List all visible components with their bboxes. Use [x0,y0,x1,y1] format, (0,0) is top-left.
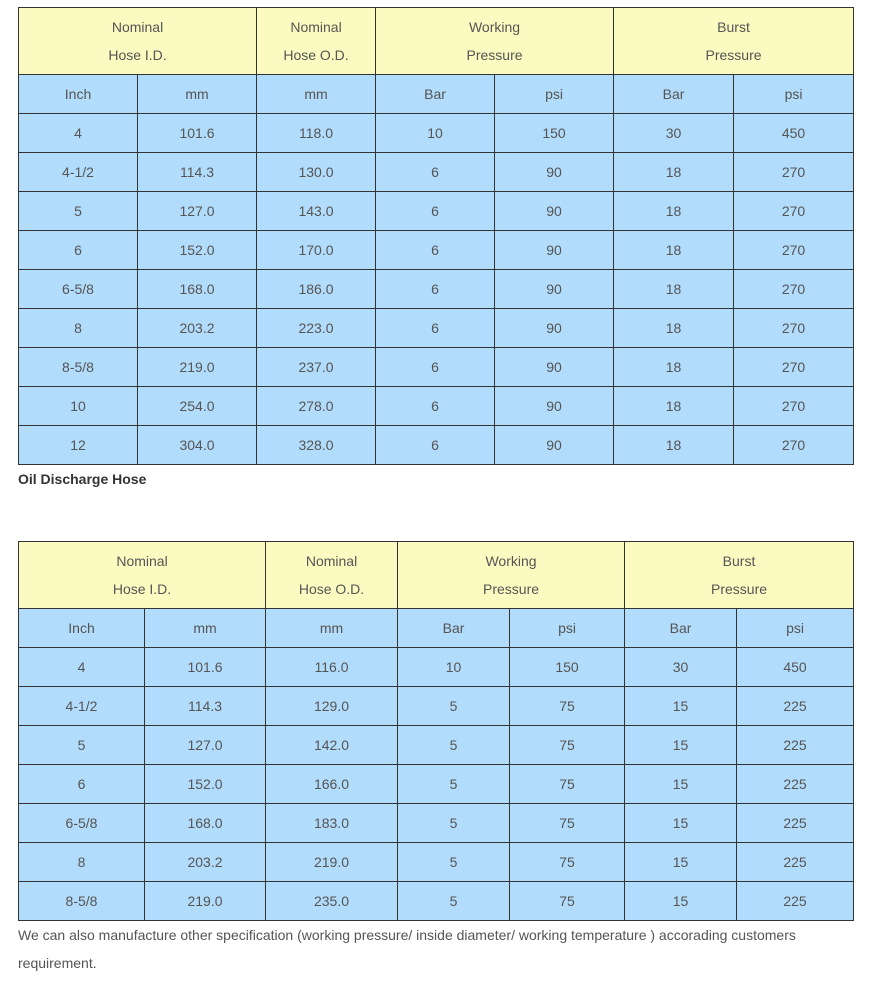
table-cell: 203.2 [138,309,257,348]
table-cell: 75 [510,765,625,804]
table-cell: 75 [510,804,625,843]
table-caption: Oil Discharge Hose [18,471,147,487]
unit-cell: mm [257,75,376,114]
table1-body [19,8,854,465]
unit-cell: Bar [614,75,734,114]
table-cell: 4-1/2 [19,687,145,726]
unit-cell: Inch [19,75,138,114]
table-cell: 4-1/2 [19,153,138,192]
unit-cell: Inch [19,609,145,648]
table-cell: 90 [495,270,614,309]
table-cell: 6 [19,231,138,270]
table-cell: 10 [19,387,138,426]
unit-cell: Bar [625,609,737,648]
table-row [19,309,854,348]
table-row [19,804,854,843]
header-line: Working [468,19,521,35]
table-cell: 225 [737,687,854,726]
table-cell: 270 [734,348,854,387]
table-cell: 15 [625,687,737,726]
table-cell: 90 [495,153,614,192]
table-cell: 278.0 [257,387,376,426]
table-cell: 6 [376,153,495,192]
table-cell: 225 [737,765,854,804]
unit-cell: Bar [398,609,510,648]
table-cell: 150 [510,648,625,687]
table-cell: 8 [19,309,138,348]
table-row [19,648,854,687]
table-cell: 5 [398,882,510,921]
table-cell: 90 [495,309,614,348]
header-line: Nominal [305,553,358,569]
header-line: Nominal [290,19,342,35]
table-cell: 101.6 [138,114,257,153]
table-cell: 270 [734,192,854,231]
header-line: Pressure [466,47,523,63]
table-cell: 75 [510,843,625,882]
table-cell: 235.0 [266,882,398,921]
table-cell: 5 [19,192,138,231]
table-cell: 4 [19,114,138,153]
table-cell: 186.0 [257,270,376,309]
table-cell: 15 [625,726,737,765]
table-cell: 450 [734,114,854,153]
units-row [19,609,854,648]
footnote-text: We can also manufacture other specification (working pressure/ inside diameter/ working temperature ) accorading customers requirement. [18,927,796,971]
header-line: Nominal [116,553,168,569]
table-cell: 8 [19,843,145,882]
table-row [19,114,854,153]
header-row [19,8,854,75]
table-cell: 114.3 [138,153,257,192]
table-cell: 18 [614,270,734,309]
header-cell [625,542,854,609]
table-cell: 270 [734,309,854,348]
table-cell: 12 [19,426,138,465]
table-row [19,270,854,309]
header-line: Burst [722,553,756,569]
table-cell: 170.0 [257,231,376,270]
table-cell: 15 [625,882,737,921]
table-cell: 90 [495,426,614,465]
table-cell: 270 [734,387,854,426]
unit-cell: mm [138,75,257,114]
table-cell: 6 [376,270,495,309]
table-cell: 15 [625,843,737,882]
table-cell: 254.0 [138,387,257,426]
table-cell: 10 [376,114,495,153]
table-cell: 129.0 [266,687,398,726]
header-line: Hose I.D. [108,47,167,63]
table-cell: 5 [398,804,510,843]
unit-cell: psi [495,75,614,114]
table-cell: 18 [614,153,734,192]
table-cell: 142.0 [266,726,398,765]
table-cell: 6-5/8 [19,270,138,309]
header-line: Hose O.D. [283,47,349,63]
table-cell: 130.0 [257,153,376,192]
header-cell [19,8,257,75]
table-cell: 18 [614,387,734,426]
unit-cell: psi [510,609,625,648]
table-cell: 30 [614,114,734,153]
table-row [19,231,854,270]
table-cell: 75 [510,726,625,765]
header-cell [376,8,614,75]
table-cell: 6 [376,387,495,426]
table-row [19,192,854,231]
table-cell: 203.2 [145,843,266,882]
table-cell: 6 [376,309,495,348]
table-cell: 237.0 [257,348,376,387]
table-cell: 18 [614,192,734,231]
table-cell: 152.0 [145,765,266,804]
unit-cell: psi [737,609,854,648]
table-cell: 168.0 [138,270,257,309]
units-row [19,75,854,114]
header-line: Nominal [111,19,164,35]
table-cell: 18 [614,309,734,348]
header-line: Burst [717,19,750,35]
table-cell: 450 [737,648,854,687]
table-cell: 5 [398,726,510,765]
table-row [19,348,854,387]
table-row [19,153,854,192]
table-cell: 150 [495,114,614,153]
table-cell: 270 [734,270,854,309]
header-cell [398,542,625,609]
table-cell: 5 [398,765,510,804]
table-cell: 225 [737,804,854,843]
table-cell: 8-5/8 [19,882,145,921]
table-cell: 10 [398,648,510,687]
table-cell: 225 [737,726,854,765]
unit-cell: psi [734,75,854,114]
table-cell: 6 [376,192,495,231]
table-cell: 127.0 [138,192,257,231]
table-cell: 219.0 [266,843,398,882]
table-cell: 225 [737,843,854,882]
table-cell: 219.0 [145,882,266,921]
table-row [19,687,854,726]
table-cell: 183.0 [266,804,398,843]
table-cell: 4 [19,648,145,687]
table-cell: 304.0 [138,426,257,465]
table-cell: 101.6 [145,648,266,687]
table-cell: 30 [625,648,737,687]
table-cell: 328.0 [257,426,376,465]
hose-spec-table-1 [18,7,854,465]
table-cell: 18 [614,231,734,270]
table-cell: 270 [734,426,854,465]
table-cell: 18 [614,426,734,465]
table-cell: 18 [614,348,734,387]
table-cell: 8-5/8 [19,348,138,387]
unit-cell: mm [145,609,266,648]
table-cell: 75 [510,687,625,726]
table-cell: 116.0 [266,648,398,687]
table-cell: 225 [737,882,854,921]
table-cell: 90 [495,387,614,426]
table-row [19,726,854,765]
table-cell: 6 [376,231,495,270]
table-cell: 270 [734,153,854,192]
table-cell: 270 [734,231,854,270]
header-line: Hose O.D. [298,581,365,597]
table-cell: 6 [376,348,495,387]
table-cell: 15 [625,765,737,804]
unit-cell: Bar [376,75,495,114]
table-row [19,387,854,426]
header-line: Pressure [483,581,540,597]
table-cell: 166.0 [266,765,398,804]
header-cell [19,542,266,609]
table-row [19,882,854,921]
table-cell: 114.3 [145,687,266,726]
table-cell: 223.0 [257,309,376,348]
table-cell: 127.0 [145,726,266,765]
table-cell: 118.0 [257,114,376,153]
table-cell: 152.0 [138,231,257,270]
table-row [19,765,854,804]
table-cell: 5 [398,843,510,882]
table-row [19,843,854,882]
table-cell: 143.0 [257,192,376,231]
header-row [19,542,854,609]
table-cell: 6 [376,426,495,465]
header-line: Pressure [711,581,768,597]
table-cell: 75 [510,882,625,921]
table-cell: 90 [495,348,614,387]
header-line: Working [485,553,537,569]
header-line: Pressure [705,47,762,63]
header-cell [614,8,854,75]
table-cell: 15 [625,804,737,843]
table-cell: 90 [495,231,614,270]
unit-cell: mm [266,609,398,648]
table-cell: 6-5/8 [19,804,145,843]
header-cell [257,8,376,75]
table-cell: 90 [495,192,614,231]
table-cell: 168.0 [145,804,266,843]
hose-spec-table-2 [18,541,854,921]
table-cell: 219.0 [138,348,257,387]
table-row [19,426,854,465]
header-line: Hose I.D. [112,581,172,597]
table-cell: 5 [398,687,510,726]
table-cell: 5 [19,726,145,765]
table2-body [19,542,854,921]
table-cell: 6 [19,765,145,804]
header-cell [266,542,398,609]
